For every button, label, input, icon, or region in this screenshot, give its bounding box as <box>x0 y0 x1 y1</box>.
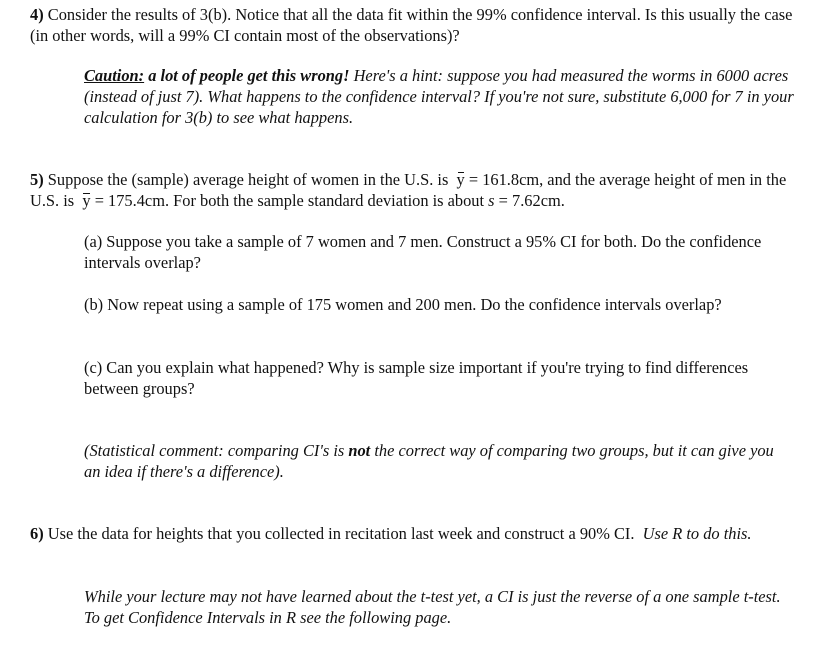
question-6-text: Use the data for heights that you collected in recitation last week and construct a 90% CI. <box>47 524 635 543</box>
statistical-comment <box>84 440 794 482</box>
caution-label: Caution: <box>84 66 145 85</box>
comment-not: not <box>348 441 371 460</box>
question-6-use-r: Use R to do this. <box>642 524 752 543</box>
question-4-caution <box>84 65 794 128</box>
question-5-part-c: (c) Can you explain what happened? Why is sample size important if you're trying to find differences between groups? <box>84 358 749 398</box>
question-4 <box>30 4 800 46</box>
question-6-note: While your lecture may not have learned about the t-test yet, a CI is just the reverse of a one sample t-test. To get Confidence Intervals in R see the following page. <box>84 587 781 627</box>
question-5-part-b: (b) Now repeat using a sample of 175 women and 200 men. Do the confidence intervals overlap? <box>84 295 722 314</box>
question-5 <box>30 169 800 211</box>
question-4-text: Consider the results of 3(b). Notice that all the data fit within the 99% confidence interval. Is this usually the case (in other words, will a 99% CI contain most of the observations)? <box>30 5 793 45</box>
s-symbol: s <box>488 191 495 210</box>
caution-hint: Here's a hint: suppose you had measured the worms in 6000 acres (instead of just 7). What happens to the confidence interval? If you're not sure, substitute 6,000 for 7 in your calculation for 3(b) to see what happens. <box>84 66 794 127</box>
question-4-number: 4) <box>30 5 44 24</box>
question-5-part-a: (a) Suppose you take a sample of 7 women and 7 men. Construct a 95% CI for both. Do the confidence intervals overlap? <box>84 232 762 272</box>
caution-emphasis: a lot of people get this wrong! <box>148 66 350 85</box>
question-5-text-a: Suppose the (sample) average height of women in the U.S. is <box>47 170 449 189</box>
question-5-text-c: = 175.4cm. For both the sample standard deviation is about <box>94 191 485 210</box>
question-5-number: 5) <box>30 170 44 189</box>
y-bar-symbol-men: y <box>82 191 91 210</box>
comment-text-a: (Statistical comment: comparing CI's is <box>84 441 345 460</box>
comment-text-b: the correct way of comparing two groups, but it can give you an idea if there's a difference). <box>84 441 774 481</box>
question-5-text-b: = 161.8cm, and the average height of men in the U.S. is <box>30 170 787 210</box>
y-bar-symbol-women: y <box>456 170 465 189</box>
question-5-text-d: = 7.62cm. <box>498 191 565 210</box>
question-6-number: 6) <box>30 524 44 543</box>
question-6 <box>30 523 800 544</box>
